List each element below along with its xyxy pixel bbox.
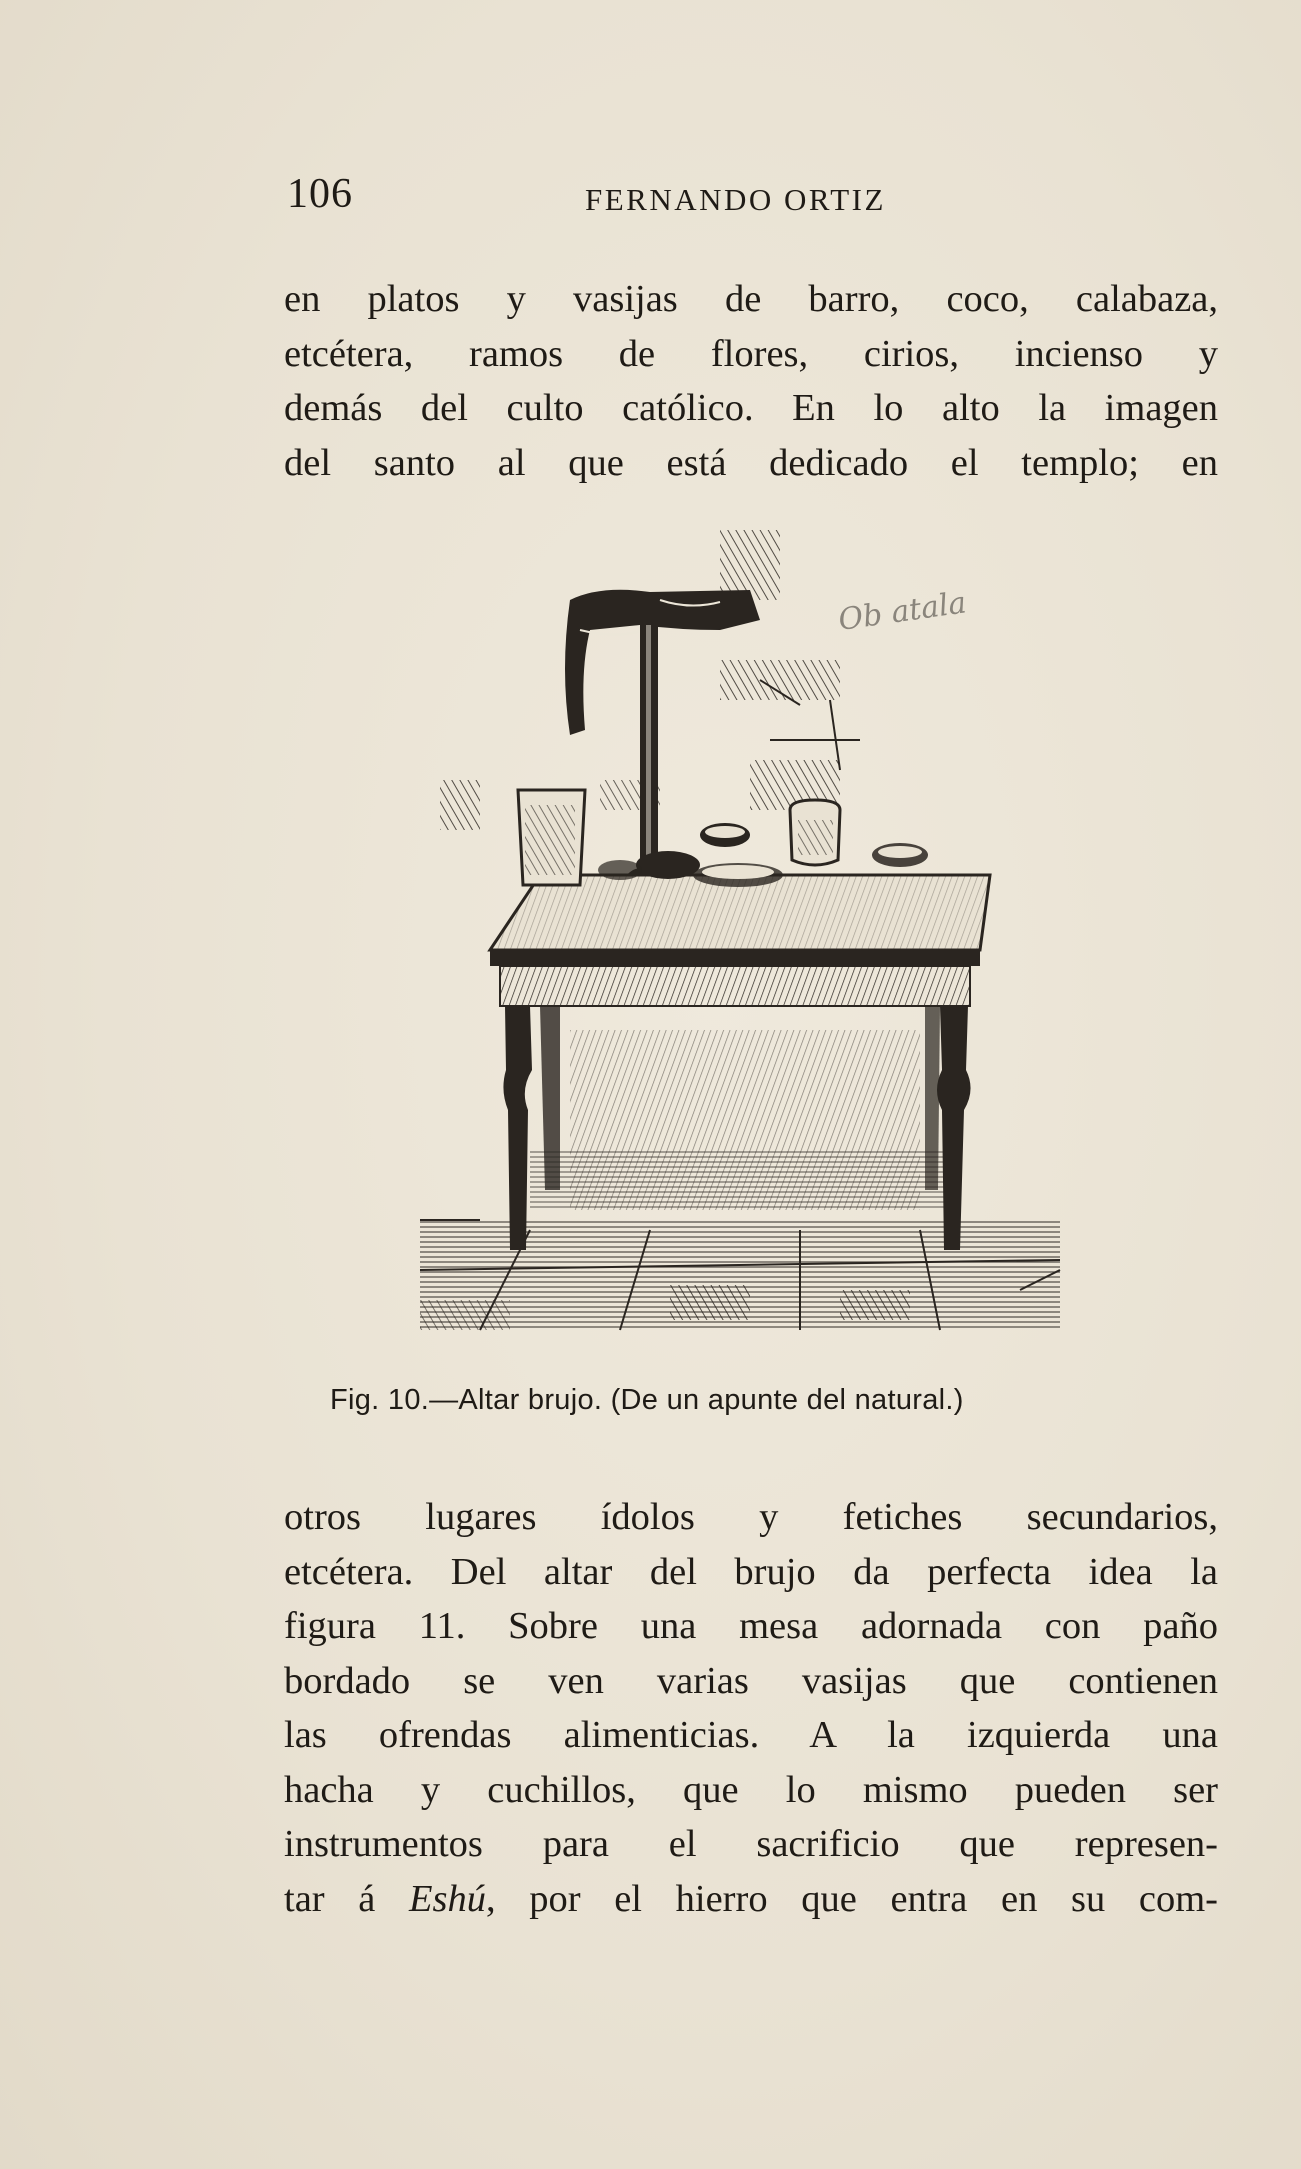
altar-illustration — [420, 530, 1100, 1350]
text-line: instrumentos para el sacrificio que represen- — [284, 1823, 1218, 1865]
text-line: demás del culto católico. En lo alto la imagen — [284, 387, 1218, 429]
handwritten-note: Ob atala — [836, 585, 969, 638]
text-line: otros lugares ídolos y fetiches secundarios, — [284, 1496, 1218, 1538]
text-line: bordado se ven varias vasijas que contienen — [284, 1659, 1218, 1702]
text-line: en platos y vasijas de barro, coco, calabaza, — [284, 278, 1218, 320]
text-block-top — [284, 272, 1218, 490]
text-fragment: tar á — [284, 1877, 409, 1920]
text-line: del santo al que está dedicado el templo; en — [284, 441, 1218, 484]
text-line: figura 11. Sobre una mesa adornada con paño — [284, 1605, 1218, 1647]
text-fragment: , por el hierro que entra en su com- — [485, 1877, 1218, 1920]
text-line: etcétera. Del altar del brujo da perfecta idea la — [284, 1550, 1218, 1593]
italic-term: Eshú — [408, 1877, 486, 1920]
text-line: etcétera, ramos de flores, cirios, incienso y — [284, 332, 1218, 375]
text-block-bottom — [284, 1490, 1218, 1926]
running-head: FERNANDO ORTIZ — [585, 182, 886, 217]
altar-engraving — [420, 530, 1100, 1350]
text-line: las ofrendas alimenticias. A la izquierda una — [284, 1714, 1218, 1756]
page-number: 106 — [287, 171, 353, 217]
figure-caption: Fig. 10.—Altar brujo. (De un apunte del natural.) — [330, 1384, 964, 1416]
text-line: hacha y cuchillos, que lo mismo pueden ser — [284, 1768, 1218, 1811]
page-header — [287, 170, 1217, 230]
text-line-last — [284, 1872, 1218, 1927]
